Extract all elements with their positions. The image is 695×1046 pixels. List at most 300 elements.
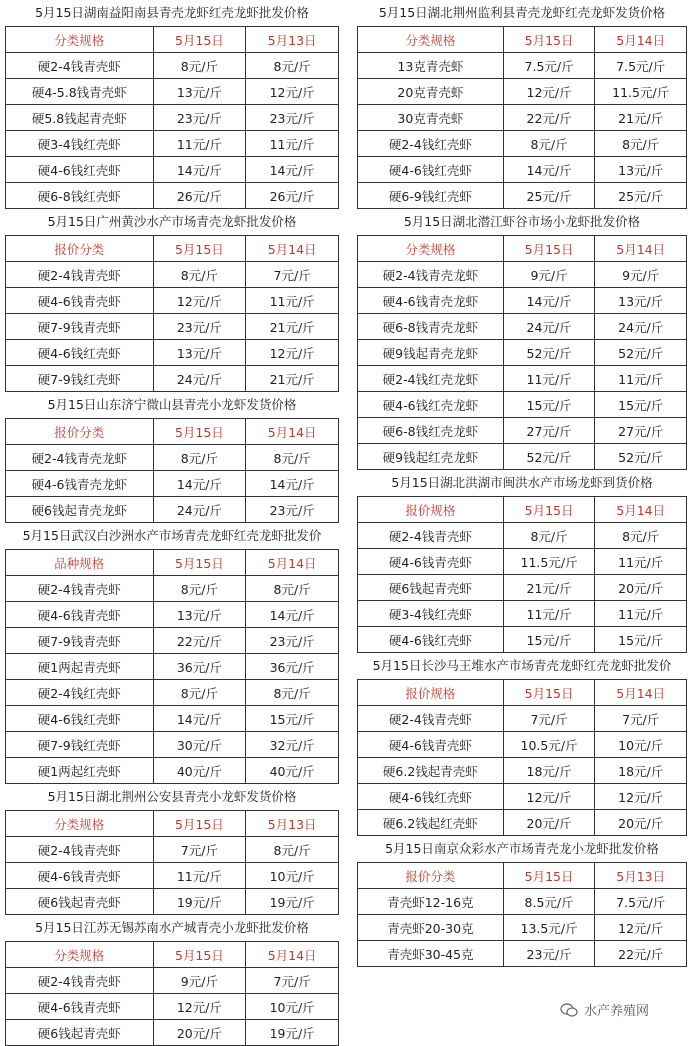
table-row <box>6 889 339 915</box>
table-row <box>358 53 687 79</box>
spec-cell: 青壳虾30-45克 <box>358 941 504 967</box>
price-cell: 11元/斤 <box>153 863 246 889</box>
table-row <box>358 392 687 418</box>
price-cell: 7.5元/斤 <box>595 889 687 915</box>
table-row <box>6 288 339 314</box>
price-table <box>5 941 339 1046</box>
column-header: 5月13日 <box>246 27 339 53</box>
spec-cell: 硬4-6钱青壳虾 <box>6 288 154 314</box>
table-caption: 5月15日湖北荆州监利县青壳龙虾红壳龙虾发货价格 <box>378 5 666 20</box>
price-cell: 10.5元/斤 <box>503 732 595 758</box>
price-cell: 18元/斤 <box>595 758 687 784</box>
column-header: 5月15日 <box>153 27 246 53</box>
spec-cell: 硬4-6钱青壳虾 <box>6 602 154 628</box>
price-cell: 15元/斤 <box>246 706 339 732</box>
column-header: 分类规格 <box>6 942 154 968</box>
table-caption: 5月15日山东济宁微山县青壳小龙虾发货价格 <box>47 397 297 412</box>
price-cell: 30元/斤 <box>153 732 246 758</box>
price-cell: 40元/斤 <box>153 758 246 784</box>
price-cell: 7元/斤 <box>595 706 687 732</box>
price-cell: 13元/斤 <box>153 602 246 628</box>
price-cell: 11元/斤 <box>153 131 246 157</box>
spec-cell: 硬1两起青壳虾 <box>6 654 154 680</box>
column-header: 5月14日 <box>246 236 339 262</box>
spec-cell: 硬2-4钱红壳龙虾 <box>358 366 504 392</box>
table-row <box>358 105 687 131</box>
price-table-block <box>357 0 687 209</box>
spec-cell: 硬2-4钱青壳龙虾 <box>6 445 154 471</box>
table-header-row <box>6 811 339 837</box>
price-cell: 8元/斤 <box>153 576 246 602</box>
column-header: 5月15日 <box>503 863 595 889</box>
price-cell: 22元/斤 <box>153 628 246 654</box>
price-cell: 11元/斤 <box>246 288 339 314</box>
price-table <box>5 810 339 915</box>
table-caption: 5月15日江苏无锡苏南水产城青壳小龙虾批发价格 <box>35 920 309 935</box>
spec-cell: 硬4-6钱青壳龙虾 <box>358 288 504 314</box>
spec-cell: 硬6-9钱红壳虾 <box>358 183 504 209</box>
table-row <box>358 889 687 915</box>
table-row <box>358 418 687 444</box>
price-cell: 40元/斤 <box>246 758 339 784</box>
table-row <box>358 706 687 732</box>
price-cell: 14元/斤 <box>153 157 246 183</box>
table-row <box>6 863 339 889</box>
table-caption: 5月15日湖北洪湖市闽洪水产市场龙虾到货价格 <box>391 475 653 490</box>
spec-cell: 硬7-9钱红壳虾 <box>6 366 154 392</box>
price-cell: 11元/斤 <box>595 366 687 392</box>
spec-cell: 20克青壳虾 <box>358 79 504 105</box>
spec-cell: 硬7-9钱青壳虾 <box>6 314 154 340</box>
price-cell: 23元/斤 <box>246 105 339 131</box>
spec-cell: 青壳虾20-30克 <box>358 915 504 941</box>
column-header: 品种规格 <box>6 550 154 576</box>
price-cell: 25元/斤 <box>595 183 687 209</box>
price-cell: 23元/斤 <box>246 628 339 654</box>
spec-cell: 硬4-6钱青壳虾 <box>358 549 504 575</box>
table-row <box>6 758 339 784</box>
price-cell: 21元/斤 <box>595 105 687 131</box>
table-header-row <box>6 419 339 445</box>
table-row <box>358 941 687 967</box>
column-header: 分类规格 <box>6 811 154 837</box>
spec-cell: 硬2-4钱青壳虾 <box>6 262 154 288</box>
table-row <box>6 1020 339 1046</box>
price-table <box>357 235 687 470</box>
price-table-block <box>5 209 339 392</box>
spec-cell: 硬6钱起青壳虾 <box>6 889 154 915</box>
price-cell: 11元/斤 <box>246 131 339 157</box>
column-header: 5月14日 <box>595 680 687 706</box>
table-row <box>358 549 687 575</box>
table-row <box>358 183 687 209</box>
spec-cell: 硬3-4钱红壳虾 <box>6 131 154 157</box>
column-header: 分类规格 <box>358 236 504 262</box>
table-row <box>6 628 339 654</box>
table-row <box>6 654 339 680</box>
price-cell: 12元/斤 <box>153 288 246 314</box>
price-cell: 27元/斤 <box>595 418 687 444</box>
column-header: 5月15日 <box>153 419 246 445</box>
price-cell: 10元/斤 <box>595 732 687 758</box>
price-cell: 22元/斤 <box>595 941 687 967</box>
price-cell: 36元/斤 <box>153 654 246 680</box>
table-header-row <box>6 27 339 53</box>
table-row <box>6 157 339 183</box>
price-cell: 12元/斤 <box>503 79 595 105</box>
spec-cell: 硬1两起红壳虾 <box>6 758 154 784</box>
price-cell: 12元/斤 <box>503 784 595 810</box>
watermark <box>560 1000 649 1019</box>
price-cell: 14元/斤 <box>503 288 595 314</box>
price-cell: 27元/斤 <box>503 418 595 444</box>
spec-cell: 硬7-9钱青壳虾 <box>6 628 154 654</box>
table-header-row <box>6 942 339 968</box>
table-caption: 5月15日湖北潜江虾谷市场小龙虾批发价格 <box>403 214 641 229</box>
price-table-block <box>357 836 687 967</box>
price-cell: 8元/斤 <box>246 445 339 471</box>
price-cell: 52元/斤 <box>595 444 687 470</box>
table-caption: 5月15日湖北荆州公安县青壳小龙虾发货价格 <box>47 789 297 804</box>
table-row <box>358 288 687 314</box>
price-cell: 24元/斤 <box>503 314 595 340</box>
price-cell: 52元/斤 <box>503 340 595 366</box>
spec-cell: 硬4-6钱红壳虾 <box>358 784 504 810</box>
spec-cell: 硬4-6钱红壳虾 <box>6 157 154 183</box>
price-cell: 8元/斤 <box>153 445 246 471</box>
spec-cell: 硬9钱起青壳龙虾 <box>358 340 504 366</box>
left-column <box>5 0 339 1046</box>
column-header: 5月14日 <box>246 942 339 968</box>
price-cell: 9元/斤 <box>503 262 595 288</box>
price-cell: 8元/斤 <box>503 523 595 549</box>
table-header-row <box>6 550 339 576</box>
price-table-block <box>5 392 339 523</box>
table-row <box>6 131 339 157</box>
price-cell: 7元/斤 <box>246 968 339 994</box>
spec-cell: 硬6-8钱青壳龙虾 <box>358 314 504 340</box>
price-cell: 32元/斤 <box>246 732 339 758</box>
price-cell: 20元/斤 <box>595 575 687 601</box>
spec-cell: 硬4-6钱青壳虾 <box>6 994 154 1020</box>
price-cell: 13元/斤 <box>595 157 687 183</box>
column-header: 5月15日 <box>153 942 246 968</box>
price-table-block <box>357 653 687 836</box>
watermark-text: 水产养殖网 <box>584 1004 650 1019</box>
price-cell: 11元/斤 <box>595 601 687 627</box>
table-header-row <box>358 863 687 889</box>
spec-cell: 硬4-6钱青壳虾 <box>358 732 504 758</box>
spec-cell: 硬6-8钱红壳虾 <box>6 183 154 209</box>
table-caption: 5月15日长沙马王堆水产市场青壳龙虾红壳龙虾批发价 <box>372 658 672 673</box>
price-cell: 7元/斤 <box>503 706 595 732</box>
table-row <box>358 601 687 627</box>
price-cell: 10元/斤 <box>246 994 339 1020</box>
price-cell: 12元/斤 <box>153 994 246 1020</box>
table-row <box>6 366 339 392</box>
table-row <box>358 131 687 157</box>
price-cell: 21元/斤 <box>503 575 595 601</box>
spec-cell: 13克青壳虾 <box>358 53 504 79</box>
table-row <box>6 471 339 497</box>
price-cell: 8元/斤 <box>595 131 687 157</box>
table-row <box>6 183 339 209</box>
price-cell: 21元/斤 <box>246 314 339 340</box>
spec-cell: 硬2-4钱红壳虾 <box>358 131 504 157</box>
spec-cell: 硬4-6钱红壳虾 <box>358 157 504 183</box>
price-table <box>5 418 339 523</box>
table-row <box>358 732 687 758</box>
table-row <box>6 53 339 79</box>
spec-cell: 硬6钱起青壳虾 <box>358 575 504 601</box>
price-table <box>357 26 687 209</box>
table-row <box>6 706 339 732</box>
price-cell: 19元/斤 <box>246 1020 339 1046</box>
price-cell: 23元/斤 <box>246 497 339 523</box>
price-cell: 8元/斤 <box>246 576 339 602</box>
price-cell: 20元/斤 <box>595 810 687 836</box>
spec-cell: 硬2-4钱青壳虾 <box>6 968 154 994</box>
price-cell: 12元/斤 <box>595 915 687 941</box>
table-row <box>358 444 687 470</box>
table-row <box>358 79 687 105</box>
price-cell: 9元/斤 <box>595 262 687 288</box>
price-cell: 13元/斤 <box>595 288 687 314</box>
right-column <box>357 0 687 967</box>
price-table <box>5 26 339 209</box>
price-cell: 26元/斤 <box>153 183 246 209</box>
table-row <box>6 445 339 471</box>
price-cell: 12元/斤 <box>246 340 339 366</box>
spec-cell: 硬2-4钱青壳虾 <box>6 53 154 79</box>
price-cell: 20元/斤 <box>503 810 595 836</box>
price-cell: 24元/斤 <box>153 366 246 392</box>
spec-cell: 硬2-4钱青壳虾 <box>358 706 504 732</box>
column-header: 分类规格 <box>6 27 154 53</box>
price-cell: 8元/斤 <box>246 837 339 863</box>
column-header: 5月15日 <box>153 236 246 262</box>
table-header-row <box>358 680 687 706</box>
column-header: 5月15日 <box>153 550 246 576</box>
spec-cell: 硬6.2钱起红壳虾 <box>358 810 504 836</box>
price-cell: 11元/斤 <box>503 366 595 392</box>
price-cell: 7元/斤 <box>246 262 339 288</box>
price-cell: 8元/斤 <box>246 53 339 79</box>
price-cell: 14元/斤 <box>153 471 246 497</box>
table-row <box>358 340 687 366</box>
price-cell: 19元/斤 <box>246 889 339 915</box>
spec-cell: 硬9钱起红壳龙虾 <box>358 444 504 470</box>
table-row <box>358 262 687 288</box>
price-cell: 26元/斤 <box>246 183 339 209</box>
price-table <box>357 496 687 653</box>
table-row <box>358 366 687 392</box>
price-table-block <box>5 523 339 784</box>
spec-cell: 硬4-6钱红壳虾 <box>6 706 154 732</box>
spec-cell: 30克青壳虾 <box>358 105 504 131</box>
table-row <box>6 968 339 994</box>
price-table <box>357 862 687 967</box>
table-row <box>358 810 687 836</box>
price-cell: 7元/斤 <box>153 837 246 863</box>
column-header: 5月15日 <box>503 236 595 262</box>
column-header: 5月15日 <box>503 27 595 53</box>
spec-cell: 硬4-5.8钱青壳虾 <box>6 79 154 105</box>
table-row <box>358 575 687 601</box>
spec-cell: 硬4-6钱青壳龙虾 <box>6 471 154 497</box>
spec-cell: 硬2-4钱青壳虾 <box>6 576 154 602</box>
spec-cell: 硬2-4钱青壳虾 <box>6 837 154 863</box>
price-cell: 23元/斤 <box>153 105 246 131</box>
table-row <box>358 314 687 340</box>
column-header: 报价规格 <box>358 497 504 523</box>
price-cell: 11.5元/斤 <box>503 549 595 575</box>
price-cell: 20元/斤 <box>153 1020 246 1046</box>
column-header: 5月13日 <box>246 811 339 837</box>
column-header: 报价分类 <box>6 419 154 445</box>
price-cell: 8元/斤 <box>153 53 246 79</box>
price-table-block <box>5 784 339 915</box>
price-cell: 19元/斤 <box>153 889 246 915</box>
price-cell: 36元/斤 <box>246 654 339 680</box>
table-header-row <box>6 236 339 262</box>
table-row <box>6 497 339 523</box>
spec-cell: 硬6-8钱红壳龙虾 <box>358 418 504 444</box>
price-cell: 9元/斤 <box>153 968 246 994</box>
price-cell: 13.5元/斤 <box>503 915 595 941</box>
price-cell: 14元/斤 <box>246 471 339 497</box>
spec-cell: 硬4-6钱红壳虾 <box>358 627 504 653</box>
column-header: 5月14日 <box>595 236 687 262</box>
price-cell: 23元/斤 <box>153 314 246 340</box>
price-cell: 13元/斤 <box>153 79 246 105</box>
spec-cell: 硬3-4钱红壳虾 <box>358 601 504 627</box>
spec-cell: 硬2-4钱青壳龙虾 <box>358 262 504 288</box>
table-row <box>358 784 687 810</box>
table-caption: 5月15日广州黄沙水产市场青壳龙虾批发价格 <box>47 214 297 229</box>
price-cell: 52元/斤 <box>503 444 595 470</box>
spec-cell: 硬5.8钱起青壳虾 <box>6 105 154 131</box>
column-header: 5月14日 <box>246 550 339 576</box>
price-cell: 13元/斤 <box>153 340 246 366</box>
table-row <box>6 105 339 131</box>
table-row <box>358 523 687 549</box>
price-cell: 14元/斤 <box>246 157 339 183</box>
price-cell: 15元/斤 <box>595 392 687 418</box>
price-cell: 23元/斤 <box>503 941 595 967</box>
spec-cell: 硬2-4钱红壳虾 <box>6 680 154 706</box>
column-header: 5月13日 <box>595 863 687 889</box>
table-header-row <box>358 497 687 523</box>
table-row <box>358 157 687 183</box>
column-header: 报价分类 <box>358 863 504 889</box>
spec-cell: 青壳虾12-16克 <box>358 889 504 915</box>
table-row <box>358 627 687 653</box>
column-header: 5月15日 <box>503 497 595 523</box>
spec-cell: 硬4-6钱红壳龙虾 <box>358 392 504 418</box>
table-row <box>6 576 339 602</box>
column-header: 报价规格 <box>358 680 504 706</box>
price-table <box>5 235 339 392</box>
table-caption: 5月15日湖南益阳南县青壳龙虾红壳龙虾批发价格 <box>35 5 309 20</box>
table-caption: 5月15日南京众彩水产市场青壳龙小龙虾批发价格 <box>385 841 659 856</box>
column-header: 5月15日 <box>503 680 595 706</box>
price-table-block <box>5 915 339 1046</box>
price-table <box>357 679 687 836</box>
price-table-block <box>357 209 687 470</box>
price-cell: 8元/斤 <box>153 262 246 288</box>
price-cell: 7.5元/斤 <box>595 53 687 79</box>
spec-cell: 硬2-4钱青壳虾 <box>358 523 504 549</box>
column-header: 5月14日 <box>595 497 687 523</box>
table-header-row <box>358 27 687 53</box>
price-cell: 25元/斤 <box>503 183 595 209</box>
table-row <box>6 837 339 863</box>
table-row <box>358 758 687 784</box>
spec-cell: 硬6钱起青壳虾 <box>6 1020 154 1046</box>
table-header-row <box>358 236 687 262</box>
table-caption: 5月15日武汉白沙洲水产市场青壳龙虾红壳龙虾批发价 <box>22 528 322 543</box>
price-cell: 52元/斤 <box>595 340 687 366</box>
price-cell: 12元/斤 <box>595 784 687 810</box>
price-cell: 11.5元/斤 <box>595 79 687 105</box>
price-cell: 7.5元/斤 <box>503 53 595 79</box>
price-cell: 24元/斤 <box>153 497 246 523</box>
price-cell: 11元/斤 <box>595 549 687 575</box>
price-cell: 8元/斤 <box>153 680 246 706</box>
price-cell: 8元/斤 <box>246 680 339 706</box>
table-row <box>358 915 687 941</box>
spec-cell: 硬6钱起青壳龙虾 <box>6 497 154 523</box>
table-row <box>6 680 339 706</box>
table-row <box>6 732 339 758</box>
table-row <box>6 340 339 366</box>
price-table-block <box>5 0 339 209</box>
table-row <box>6 602 339 628</box>
spec-cell: 硬4-6钱青壳虾 <box>6 863 154 889</box>
column-header: 5月14日 <box>595 27 687 53</box>
price-cell: 12元/斤 <box>246 79 339 105</box>
spec-cell: 硬6.2钱起青壳虾 <box>358 758 504 784</box>
price-cell: 8元/斤 <box>503 131 595 157</box>
price-cell: 15元/斤 <box>595 627 687 653</box>
table-row <box>6 262 339 288</box>
column-header: 5月14日 <box>246 419 339 445</box>
table-row <box>6 79 339 105</box>
price-cell: 15元/斤 <box>503 627 595 653</box>
table-row <box>6 994 339 1020</box>
table-row <box>6 314 339 340</box>
price-table-block <box>357 470 687 653</box>
price-cell: 15元/斤 <box>503 392 595 418</box>
price-cell: 10元/斤 <box>246 863 339 889</box>
price-cell: 14元/斤 <box>246 602 339 628</box>
price-cell: 22元/斤 <box>503 105 595 131</box>
price-cell: 8元/斤 <box>595 523 687 549</box>
price-cell: 11元/斤 <box>503 601 595 627</box>
price-cell: 18元/斤 <box>503 758 595 784</box>
column-header: 报价分类 <box>6 236 154 262</box>
column-header: 5月15日 <box>153 811 246 837</box>
wechat-icon <box>560 1003 578 1017</box>
price-cell: 8.5元/斤 <box>503 889 595 915</box>
price-table <box>5 549 339 784</box>
spec-cell: 硬7-9钱红壳虾 <box>6 732 154 758</box>
price-cell: 21元/斤 <box>246 366 339 392</box>
column-header: 分类规格 <box>358 27 504 53</box>
spec-cell: 硬4-6钱红壳虾 <box>6 340 154 366</box>
price-cell: 14元/斤 <box>153 706 246 732</box>
